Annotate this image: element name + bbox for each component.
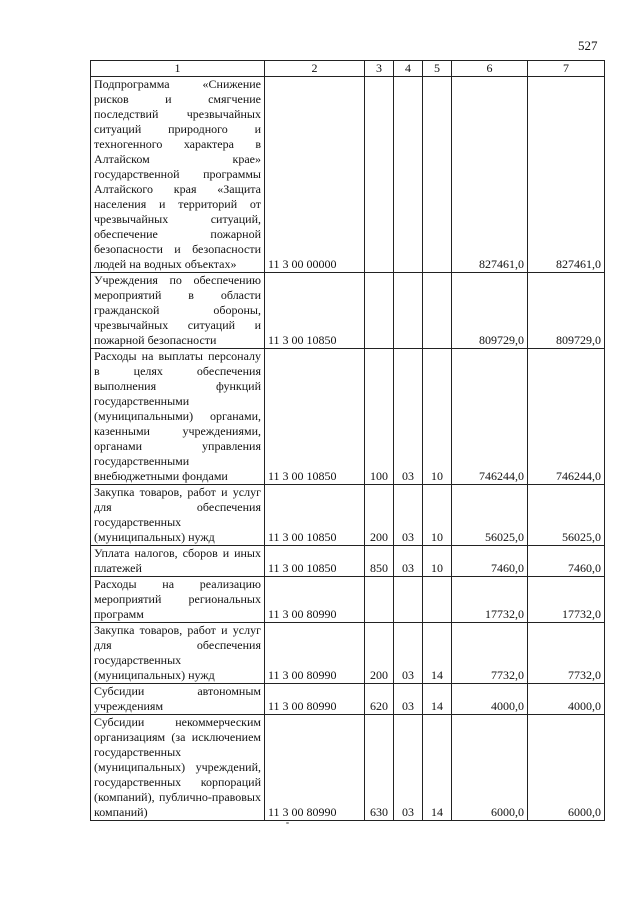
row-code: 11 3 00 10850	[265, 546, 365, 577]
row-value-6: 6000,0	[452, 715, 528, 821]
row-value-7: 6000,0	[528, 715, 605, 821]
row-name: Субсидии автономным учреждениям	[91, 684, 265, 715]
row-value-7: 4000,0	[528, 684, 605, 715]
row-col-4: 03	[394, 485, 423, 546]
row-value-6: 809729,0	[452, 273, 528, 349]
row-code: 11 3 00 80990	[265, 623, 365, 684]
row-col-3: 850	[365, 546, 394, 577]
page-number: 527	[578, 38, 598, 53]
row-code: 11 3 00 80990	[265, 715, 365, 821]
row-name: Подпрограмма «Снижение рисков и смягчение последствий чрезвычайных ситуаций природного и техногенного характера в Алтайском крае» государственной программы Алтайского края «Защита населения и территорий от чрезвычайных ситуаций, обеспечение пожарной безопасности и безопасности людей на водных объектах»	[91, 77, 265, 273]
row-col-3: 630	[365, 715, 394, 821]
row-code: 11 3 00 80990	[265, 684, 365, 715]
row-value-6: 746244,0	[452, 349, 528, 485]
row-name: Учреждения по обеспечению мероприятий в области гражданской обороны, чрезвычайных ситуаций и пожарной безопасности	[91, 273, 265, 349]
header-col-3: 3	[365, 61, 394, 77]
table-row	[91, 273, 605, 349]
table-row	[91, 577, 605, 623]
row-value-7: 7460,0	[528, 546, 605, 577]
table-row	[91, 546, 605, 577]
row-col-3: 100	[365, 349, 394, 485]
row-col-5: 10	[423, 349, 452, 485]
row-col-4	[394, 577, 423, 623]
row-col-4: 03	[394, 684, 423, 715]
row-col-3	[365, 77, 394, 273]
header-col-1: 1	[91, 61, 265, 77]
budget-table	[90, 60, 605, 821]
row-value-7: 827461,0	[528, 77, 605, 273]
row-col-3	[365, 273, 394, 349]
header-col-2: 2	[265, 61, 365, 77]
row-col-5: 10	[423, 485, 452, 546]
row-col-5: 14	[423, 623, 452, 684]
table-row	[91, 684, 605, 715]
row-col-5	[423, 273, 452, 349]
header-col-4: 4	[394, 61, 423, 77]
row-value-7: 56025,0	[528, 485, 605, 546]
row-col-4: 03	[394, 349, 423, 485]
row-col-4	[394, 77, 423, 273]
row-code: 11 3 00 10850	[265, 273, 365, 349]
row-col-3: 200	[365, 623, 394, 684]
row-col-3: 620	[365, 684, 394, 715]
header-col-5: 5	[423, 61, 452, 77]
row-value-7: 7732,0	[528, 623, 605, 684]
row-code: 11 3 00 00000	[265, 77, 365, 273]
row-value-6: 4000,0	[452, 684, 528, 715]
header-col-7: 7	[528, 61, 605, 77]
row-value-7: 17732,0	[528, 577, 605, 623]
row-name: Субсидии некоммерческим организациям (за исключением государственных (муниципальных) учреждений, государственных корпораций (компаний), публично-правовых компаний)	[91, 715, 265, 821]
row-col-3: 200	[365, 485, 394, 546]
row-col-5: 14	[423, 715, 452, 821]
row-value-7: 746244,0	[528, 349, 605, 485]
row-value-6: 827461,0	[452, 77, 528, 273]
row-col-5: 10	[423, 546, 452, 577]
table-row	[91, 485, 605, 546]
row-value-7: 809729,0	[528, 273, 605, 349]
row-value-6: 7460,0	[452, 546, 528, 577]
row-col-5	[423, 77, 452, 273]
row-name: Уплата налогов, сборов и иных платежей	[91, 546, 265, 577]
row-col-4: 03	[394, 546, 423, 577]
row-name: Расходы на реализацию мероприятий региональных программ	[91, 577, 265, 623]
row-value-6: 7732,0	[452, 623, 528, 684]
row-code: 11 3 00 80990	[265, 577, 365, 623]
table-row	[91, 349, 605, 485]
table-row	[91, 77, 605, 273]
table-header-row	[91, 61, 605, 77]
row-value-6: 17732,0	[452, 577, 528, 623]
row-code: 11 3 00 10850	[265, 349, 365, 485]
row-value-6: 56025,0	[452, 485, 528, 546]
row-col-3	[365, 577, 394, 623]
row-col-5: 14	[423, 684, 452, 715]
row-col-4	[394, 273, 423, 349]
row-col-4: 03	[394, 715, 423, 821]
row-name: Расходы на выплаты персоналу в целях обеспечения выполнения функций государственными (муниципальными) органами, казенными учреждениями, органами управления государственными внебюджетными фондами	[91, 349, 265, 485]
row-col-5	[423, 577, 452, 623]
header-col-6: 6	[452, 61, 528, 77]
table-row	[91, 715, 605, 821]
row-name: Закупка товаров, работ и услуг для обеспечения государственных (муниципальных) нужд	[91, 623, 265, 684]
row-code: 11 3 00 10850	[265, 485, 365, 546]
row-col-4: 03	[394, 623, 423, 684]
table-row	[91, 623, 605, 684]
row-name: Закупка товаров, работ и услуг для обеспечения государственных (муниципальных) нужд	[91, 485, 265, 546]
scan-speck	[286, 822, 289, 824]
